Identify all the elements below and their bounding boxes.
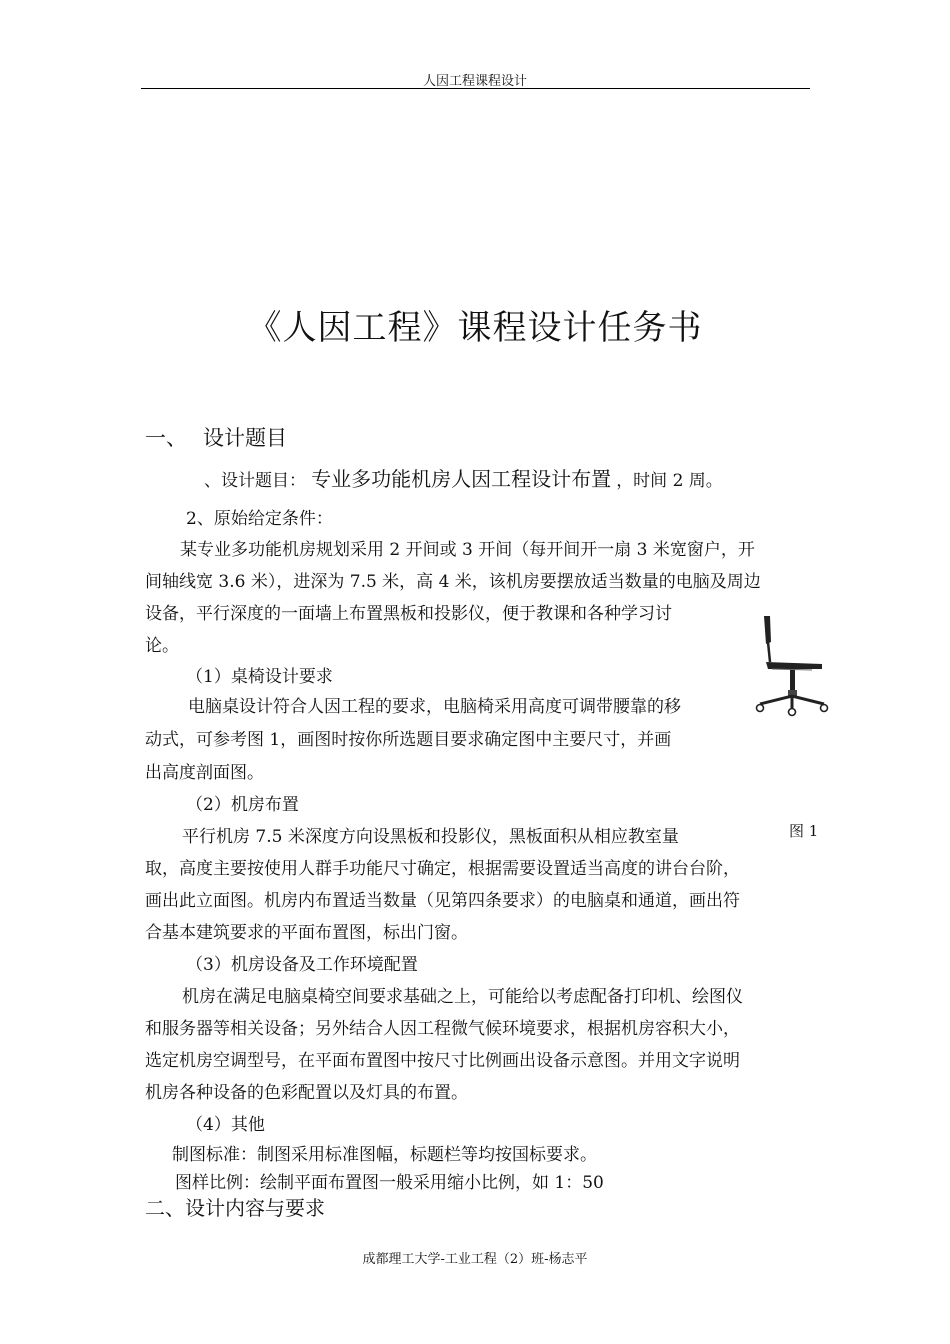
conditions-line: 设备，平行深度的一面墙上布置黑板和投影仪，便于教课和各种学习讨 [145, 604, 672, 624]
subsection-line: 平行机房 7.5 米深度方向设黑板和投影仪，黑板面积从相应教室量 [182, 827, 679, 847]
design-topic-prefix: 、设计题目： [204, 471, 306, 491]
design-topic-suffix: ，时间 2 周。 [616, 471, 723, 491]
conditions-line: 论。 [145, 636, 179, 656]
subsection-line: 选定机房空调型号，在平面布置图中按尺寸比例画出设备示意图。并用文字说明 [145, 1051, 740, 1071]
header-divider [141, 88, 810, 89]
subsection-line: 机房各种设备的色彩配置以及灯具的布置。 [145, 1083, 468, 1103]
conditions-line: 某专业多功能机房规划采用 2 开间或 3 开间（每开间开一扇 3 米宽窗户，开 [180, 540, 755, 560]
subsection-line: 出高度剖面图。 [145, 763, 264, 783]
subsection-line: 画出此立面图。机房内布置适当数量（见第四条要求）的电脑桌和通道，画出符 [145, 891, 740, 911]
subsection-line: 动式，可参考图 1，画图时按你所选题目要求确定图中主要尺寸，并画 [145, 730, 672, 750]
conditions-line: 间轴线宽 3.6 米），进深为 7.5 米，高 4 米，该机房要摆放适当数量的电脑及周边 [145, 572, 761, 592]
subsection-line: 和服务器等相关设备；另外结合人因工程微气候环境要求，根据机房容积大小， [145, 1019, 740, 1039]
section1-title: 设计题目 [203, 426, 287, 450]
subsection-line: 合基本建筑要求的平面布置图，标出门窗。 [145, 923, 468, 943]
given-conditions-heading: 2、原始给定条件： [186, 509, 333, 529]
design-topic-line [204, 463, 723, 492]
figure-caption: 图 1 [789, 822, 819, 840]
section2-title: 二、设计内容与要求 [145, 1196, 325, 1220]
subsection-title: （2）机房布置 [186, 795, 299, 815]
page-footer: 成都理工大学-工业工程（2）班-杨志平 [362, 1252, 588, 1267]
document-title: 《人因工程》课程设计任务书 [247, 308, 703, 348]
page-header: 人因工程课程设计 [422, 74, 527, 89]
subsection-title: （1）桌椅设计要求 [186, 667, 333, 687]
section1-number: 一、 [145, 426, 187, 450]
subsection-line: 图样比例：绘制平面布置图一般采用缩小比例，如 1：50 [175, 1173, 604, 1193]
subsection-line: 电脑桌设计符合人因工程的要求，电脑椅采用高度可调带腰靠的移 [188, 697, 681, 717]
office-chair-figure [752, 612, 830, 720]
subsection-title: （4）其他 [186, 1115, 265, 1135]
subsection-title: （3）机房设备及工作环境配置 [186, 955, 418, 975]
subsection-line: 制图标准：制图采用标准图幅，标题栏等均按国标要求。 [172, 1145, 597, 1165]
subsection-line: 机房在满足电脑桌椅空间要求基础之上，可能给以考虑配备打印机、绘图仪 [182, 987, 743, 1007]
subsection-line: 取，高度主要按使用人群手功能尺寸确定，根据需要设置适当高度的讲台台阶， [145, 859, 740, 879]
design-topic-name: 专业多功能机房人因工程设计布置 [311, 467, 612, 491]
